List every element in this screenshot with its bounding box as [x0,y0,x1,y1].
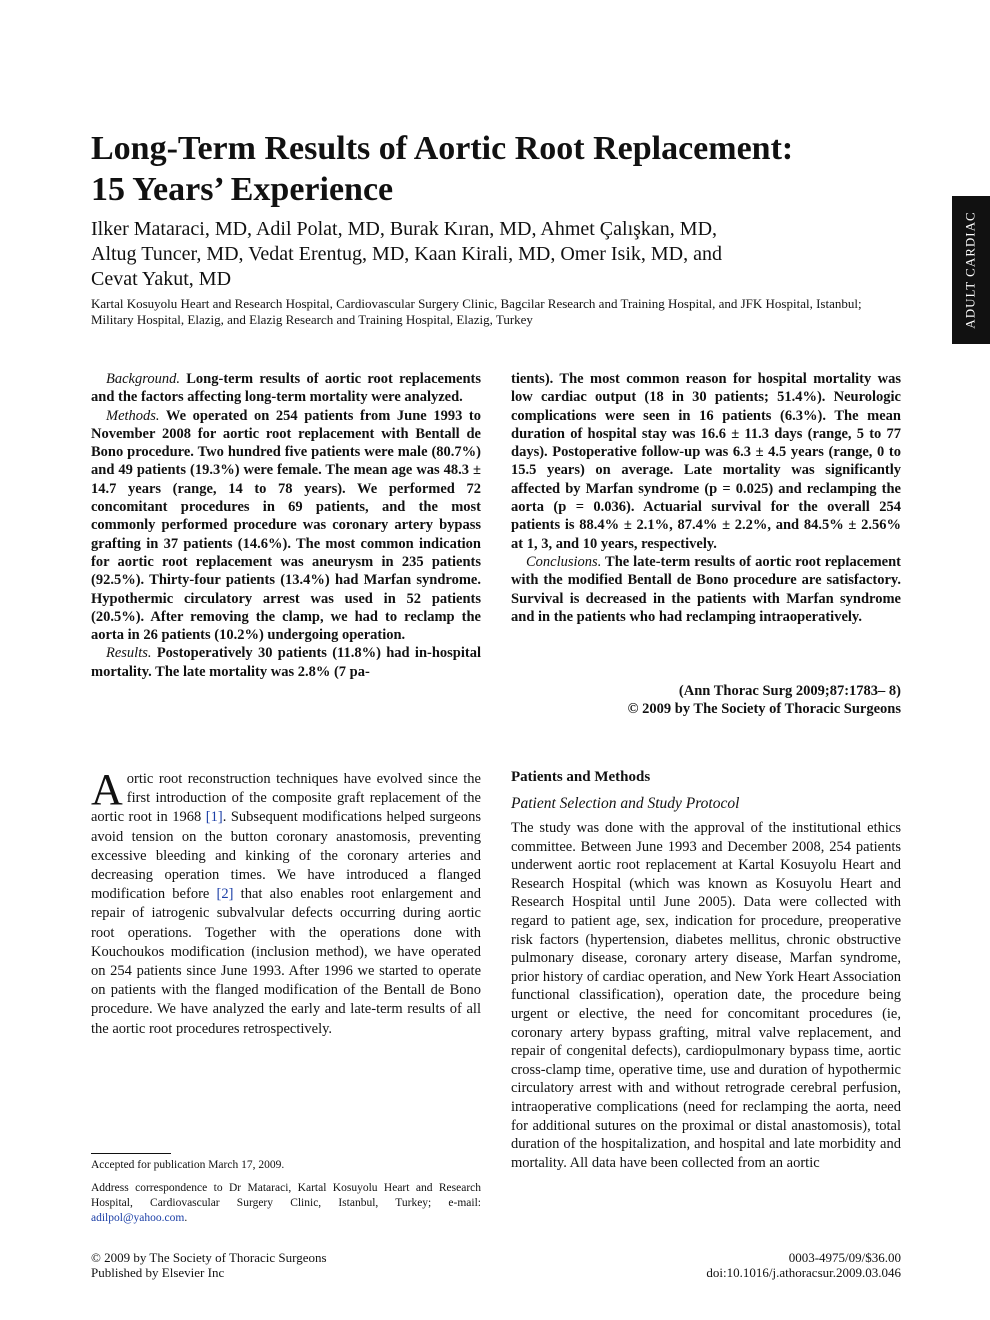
footnote-correspondence [91,1181,481,1226]
introduction-paragraph [91,765,481,1039]
section-side-tab [952,196,990,344]
abstract-background [91,370,481,407]
affiliation: Kartal Kosuyolu Heart and Research Hospital, Cardiovascular Surgery Clinic, Bagcilar Research and Training Hospital, and JFK Hospital, Istanbul; Military Hospital, Elazig, and Elazig Research and Training Hospital, Elazig, Turkey [91,296,862,327]
authors-line-1: Ilker Mataraci, MD, Adil Polat, MD, Burak Kıran, MD, Ahmet Çalışkan, MD, [91,218,718,240]
footer-publisher [91,1250,327,1280]
email-link[interactable]: adilpol@yahoo.com [91,1212,185,1224]
authors-line-2: Altug Tuncer, MD, Vedat Erentug, MD, Kaan Kirali, MD, Omer Isik, MD, and [91,243,722,265]
abstract-results-continued: tients). The most common reason for hospital mortality was low cardiac output (18 in 30 patients; 51.4%). Neurologic complications were seen in 16 patients (6.3%). The mean duration of hospital stay was 16.6 ± 11.3 days (range, 5 to 77 days). Postoperative follow-up was 6.3 ± 4.5 years (range, 0 to 15.5 years) on average. Late mortality was significantly affected by Marfan syndrome (p = 0.025) and reclamping the aorta (p = 0.036). Actuarial survival for the overall 254 patients is 88.4% ± 2.1%, 87.4% ± 2.2%, and 84.5% ± 2.56% at 1, 3, and 10 years, respectively. [511,371,901,552]
footnote-address: Address correspondence to Dr Mataraci, Kartal Kosuyolu Heart and Research Hospital, Cardiovascular Surgery Clinic, Istanbul, Turkey; e-mail: [91,1182,481,1209]
footer-publisher-name: Published by Elsevier Inc [91,1265,225,1280]
footer-copyright: © 2009 by The Society of Thoracic Surgeons [91,1250,327,1265]
journal-citation [511,682,901,719]
title-line-2: 15 Years’ Experience [91,171,394,208]
side-tab-label: ADULT CARDIAC [963,211,978,329]
footer-identifiers [601,1250,901,1280]
reference-link-2[interactable]: [2] [216,886,234,903]
abstract-left-column [91,370,481,681]
intro-text-a: ortic root reconstruction techniques have evolved since the first introduction of the composite graft replacement of the aortic root in 1968 [91,771,481,826]
subsection-heading: Patient Selection and Study Protocol [511,795,740,812]
drop-cap: A [91,765,123,814]
footnote-divider [91,1153,171,1154]
author-list [91,217,851,292]
conclusions-label: Conclusions. [526,553,602,570]
footnote-email-end: . [184,1212,188,1224]
title-line-1: Long-Term Results of Aortic Root Replacement: [91,130,794,167]
results-text-left: Postoperatively 30 patients (11.8%) had in-hospital mortality. The late mortality was 2.8% (7 pa- [91,645,482,680]
authors-line-3: Cevat Yakut, MD [91,268,232,290]
footer-issn: 0003-4975/09/$36.00 [788,1250,901,1265]
abstract-results-start [91,644,481,681]
introduction-text [91,765,481,1039]
methods-label: Methods. [106,407,160,424]
footnote-accepted: Accepted for publication March 17, 2009. [91,1159,285,1171]
methods-paragraph: The study was done with the approval of the institutional ethics committee. Between June 1993 and December 2008, 254 patients underwent aortic root replacement at Kartal Kosuyolu Heart and Research Hospital (which was known as Kosuyolu Heart and Research Hospital until June 2005). Data were collected with regard to patient age, sex, indication for procedure, preoperative risk factors (hypertension, diabetes mellitus, chronic obstructive pulmonary disease, coronary artery disease, Marfan syndrome, prior history of cardiac operation, and New York Heart Association functional classification), operation date, the procedure being urgent or elective, the need for concomitant procedures (ie, coronary artery bypass grafting, mitral valve replacement, and repair of congenital defects), cardiopulmonary bypass time, aortic cross-clamp time, operative time, use and duration of hypothermic circulatory arrest with and without retrograde cerebral perfusion, intraoperative complications (need for reclamping the aorta, need for additional sutures on the proximal or distal anastomosis), total duration of the hospitalization, and hospital and late morbidity and mortality. All data have been collected from an aortic [511,820,901,1171]
background-text: Long-term results of aortic root replacements and the factors affecting long-term mortality were analyzed. [91,371,481,406]
citation-reference: (Ann Thorac Surg 2009;87:1783– 8) [678,683,901,699]
citation-copyright: © 2009 by The Society of Thoracic Surgeons [627,701,901,718]
intro-text-c: that also enables root enlargement and repair of iatrogenic subvalvular defects occurring during aortic root operations. Together with the operations done with Kouchoukos modification (inclusion method), we have operated on 254 patients since June 1993. After 1996 we started to operate on patients with the flanged modification of the Bentall de Bono procedure. We have analyzed the early and late-term results of all the aortic root procedures retrospectively. [91,886,481,1037]
abstract-conclusions [511,553,901,626]
methods-body [511,819,901,1172]
results-label: Results. [106,645,152,662]
reference-link-1[interactable]: [1] [205,809,223,826]
background-label: Background. [106,371,180,387]
article-title [91,128,911,210]
intro-text-b: . Subsequent modifications helped surgeons avoid tension on the button coronary anastomosis, preventing excessive bleeding and kinking of the coronary arteries and decreasing operation times. We have introduced a flanged modification before [91,809,481,903]
abstract-methods [91,407,481,645]
section-heading: Patients and Methods [511,769,651,785]
conclusions-text: The late-term results of aortic root replacement with the modified Bentall de Bono procedure are satisfactory. Survival is decreased in the patients with Marfan syndrome and in the patients who had reclamping intraoperatively. [511,553,901,625]
abstract-right-column [511,370,901,626]
methods-text: We operated on 254 patients from June 1993 to November 2008 for aortic root replacement with Bentall de Bono procedure. Two hundred five patients were male (80.7%) and 49 patients (19.3%) were female. The mean age was 48.3 ± 14.7 years (range, 14 to 78 years). We performed 72 concomitant procedures in 69 patients, and the most commonly performed procedure was coronary artery bypass grafting in 37 patients (14.6%). The most common indication for aortic root replacement was aneurysm in 235 patients (92.5%). Thirty-four patients (13.4%) had Marfan syndrome. Hypothermic circulatory arrest was used in 52 patients (20.5%). After removing the clamp, we had to reclamp the aorta in 26 patients (10.2%) undergoing operation. [91,407,481,644]
footer-doi: doi:10.1016/j.athoracsur.2009.03.046 [706,1265,901,1280]
